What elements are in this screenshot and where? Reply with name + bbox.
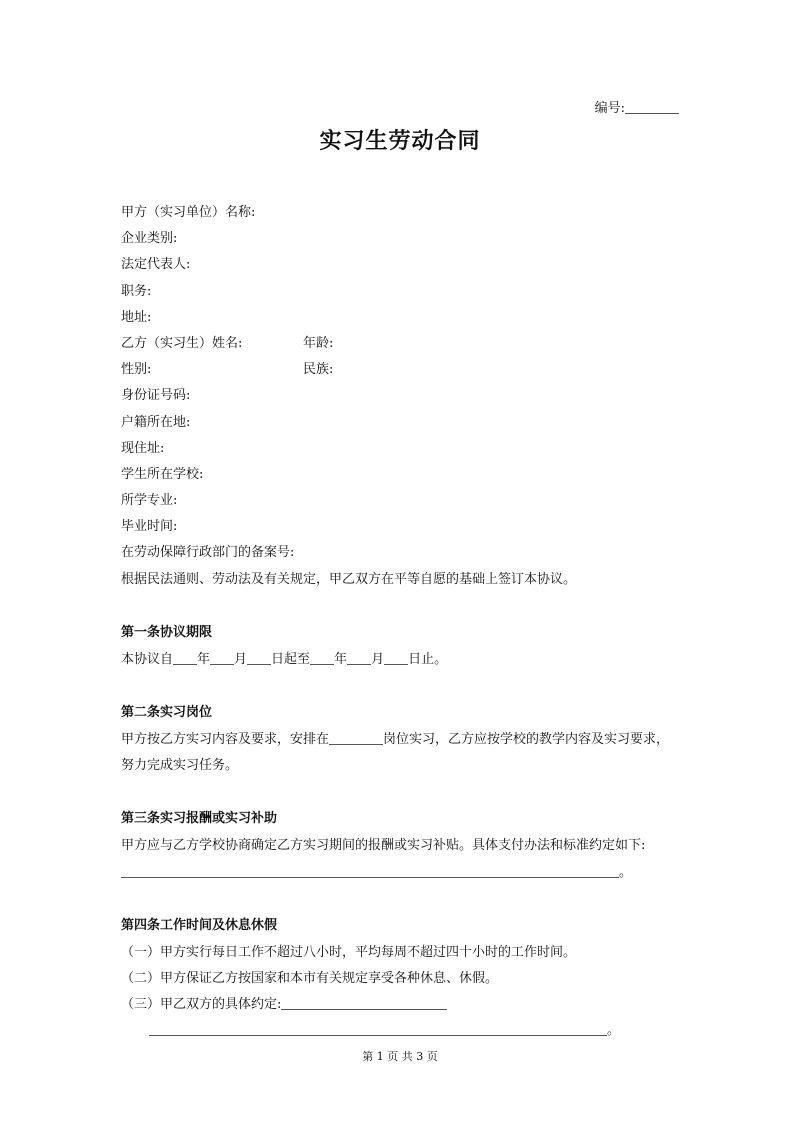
text: 本协议自 bbox=[121, 651, 174, 667]
blank-agreement bbox=[281, 996, 447, 1010]
page-title: 实习生劳动合同 bbox=[319, 128, 481, 154]
text: 岗位实习，乙方应按学校的教学内容及实习要求， bbox=[383, 732, 670, 747]
age-label: 年龄: bbox=[303, 335, 334, 351]
article-2-text-cont: 努力完成实习任务。 bbox=[121, 758, 239, 774]
article-3-blank-line bbox=[121, 860, 701, 886]
party-b-name: 乙方（实习生）姓名: bbox=[121, 335, 243, 351]
blank-year bbox=[310, 651, 334, 665]
blank-year bbox=[173, 651, 197, 665]
school: 学生所在学校: bbox=[121, 466, 204, 482]
blank-payment bbox=[121, 864, 619, 878]
blank-day bbox=[247, 651, 271, 665]
article-1-heading: 第一条协议期限 bbox=[121, 624, 213, 640]
article-2-heading: 第二条实习岗位 bbox=[121, 705, 213, 720]
serial-number bbox=[595, 97, 679, 116]
article-4-item-1: （一）甲方实行每日工作不超过八小时，平均每周不超过四十小时的工作时间。 bbox=[121, 944, 577, 960]
preamble: 根据民法通则、劳动法及有关规定，甲乙双方在平等自愿的基础上签订本协议。 bbox=[121, 571, 577, 587]
text: 日止。 bbox=[408, 651, 448, 667]
blank-day bbox=[384, 651, 408, 665]
text: 。 bbox=[607, 1023, 621, 1039]
record-number: 在劳动保障行政部门的备案号: bbox=[121, 545, 295, 561]
text: （三）甲乙双方的具体约定: bbox=[121, 997, 282, 1013]
serial-label: 编号: bbox=[594, 101, 625, 116]
page-footer: 第 1 页 共 3 页 bbox=[362, 1050, 438, 1063]
legal-representative: 法定代表人: bbox=[121, 257, 191, 273]
text: 月 bbox=[234, 651, 248, 667]
gender-label: 性别: bbox=[121, 362, 152, 378]
blank-agreement-cont bbox=[149, 1022, 607, 1036]
current-address: 现住址: bbox=[121, 440, 165, 456]
article-4-heading: 第四条工作时间及休息休假 bbox=[121, 917, 278, 933]
gender-row bbox=[121, 357, 701, 383]
text: 年 bbox=[197, 651, 211, 667]
article-3-text: 甲方应与乙方学校协商确定乙方实习期间的报酬或实习补贴。具体支付办法和标准约定如下: bbox=[121, 838, 646, 854]
ethnicity-label: 民族: bbox=[303, 362, 334, 378]
article-2-text bbox=[121, 727, 701, 753]
article-4-blank-line bbox=[121, 1018, 701, 1044]
blank-month bbox=[210, 651, 234, 665]
party-b-row bbox=[121, 331, 701, 357]
text: 甲方按乙方实习内容及要求，安排在 bbox=[121, 732, 330, 747]
text: 月 bbox=[371, 651, 385, 667]
article-4-item-3 bbox=[121, 992, 701, 1018]
article-4-item-2: （二）甲方保证乙方按国家和本市有关规定享受各种休息、休假。 bbox=[121, 970, 499, 986]
article-1-text bbox=[121, 647, 701, 673]
enterprise-type: 企业类别: bbox=[121, 231, 178, 247]
article-3-heading: 第三条实习报酬或实习补助 bbox=[121, 811, 278, 827]
contract-body bbox=[121, 200, 701, 1045]
graduation-time: 毕业时间: bbox=[121, 519, 178, 535]
serial-blank bbox=[625, 100, 679, 114]
text: 。 bbox=[619, 864, 633, 880]
address: 地址: bbox=[121, 309, 152, 325]
position: 职务: bbox=[121, 283, 152, 299]
hukou: 户籍所在地: bbox=[121, 414, 191, 430]
party-a-name: 甲方（实习单位）名称: bbox=[121, 205, 256, 220]
text: 年 bbox=[334, 651, 348, 667]
blank-month bbox=[347, 651, 371, 665]
major: 所学专业: bbox=[121, 493, 178, 509]
id-number: 身份证号码: bbox=[121, 388, 191, 404]
blank-post bbox=[329, 731, 383, 745]
text: 日起至 bbox=[271, 651, 311, 667]
